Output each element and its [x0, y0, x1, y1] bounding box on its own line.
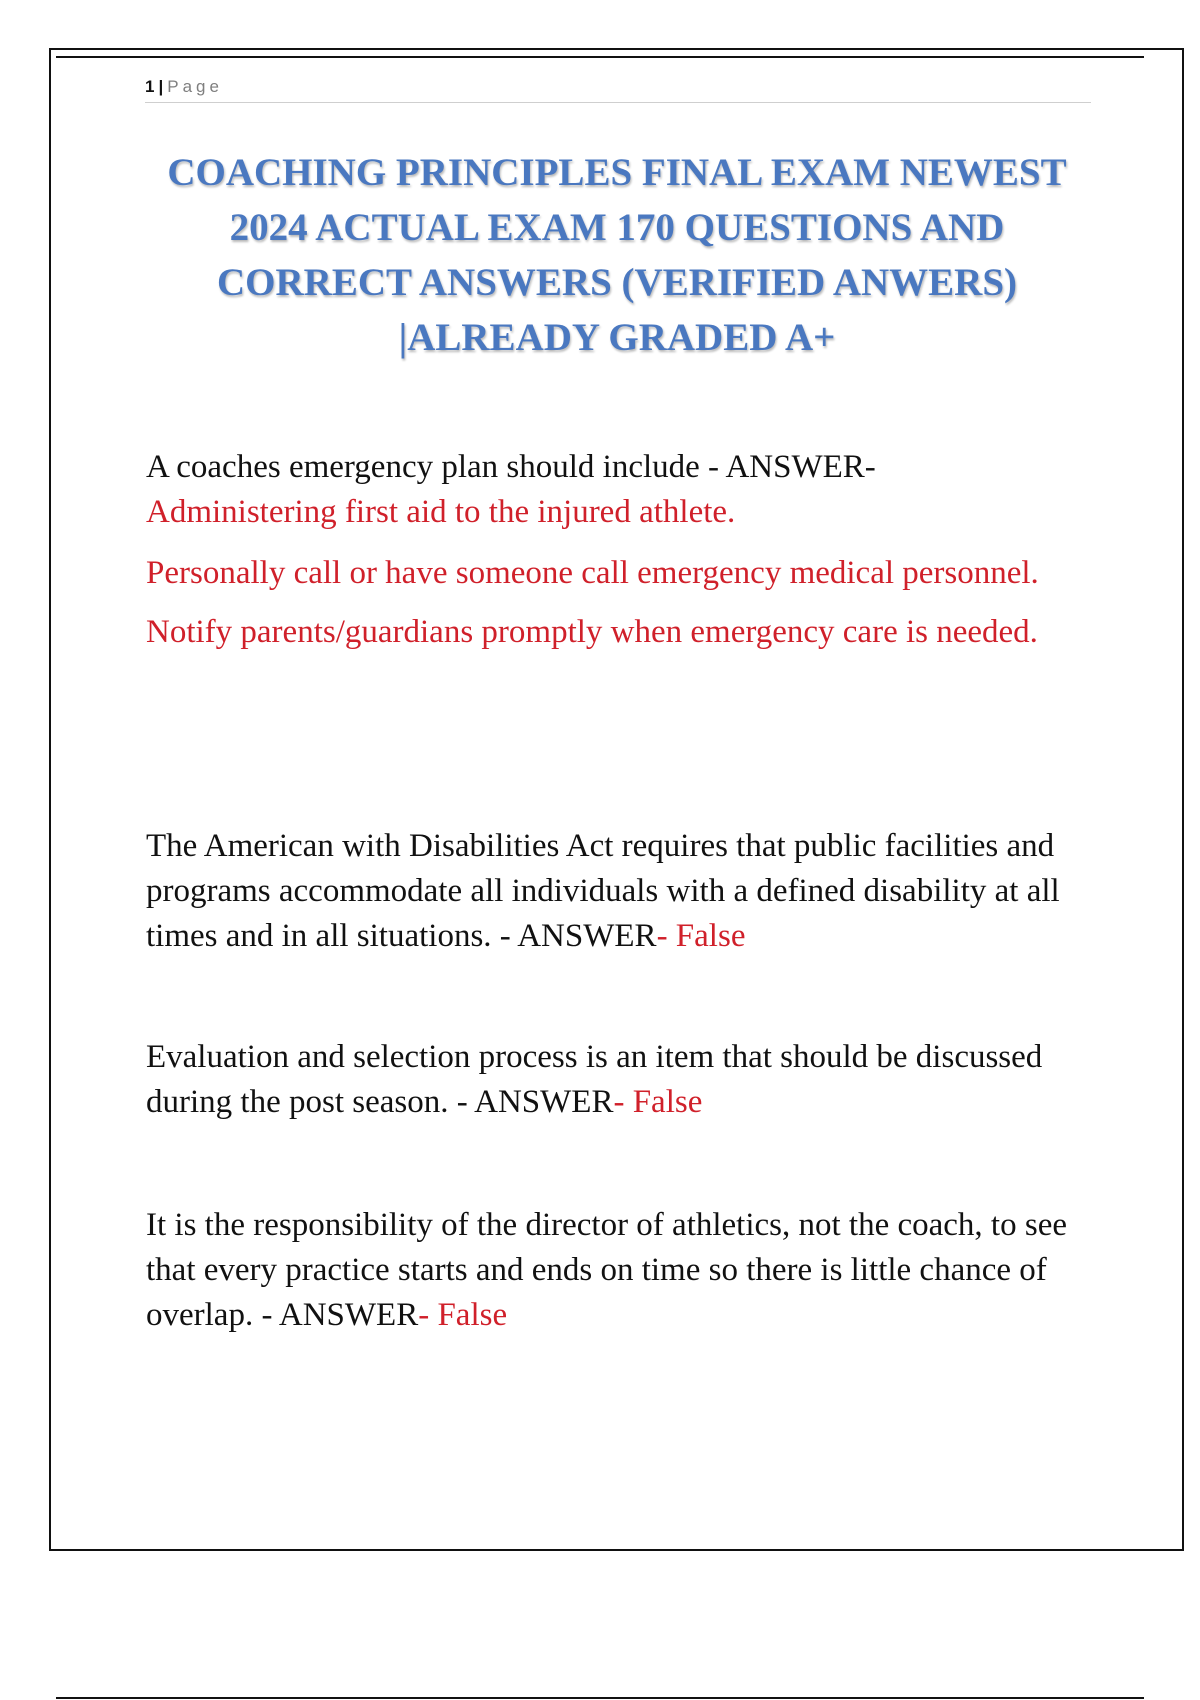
question-1-answer-3: Notify parents/guardians promptly when emergency care is needed. — [146, 614, 1038, 650]
page-separator: | — [158, 77, 164, 96]
title-line-2: 2024 ACTUAL EXAM 170 QUESTIONS AND — [229, 206, 1005, 249]
question-3-answer: - False — [613, 1084, 703, 1120]
question-2-answer: - False — [656, 918, 746, 954]
page-number: 1 — [145, 77, 155, 96]
page-label: Page — [167, 77, 223, 96]
question-4 — [146, 1203, 1106, 1338]
question-2-text: The American with Disabilities Act requires that public facilities and programs accommodate all individuals with a defined disability at all times and in all situations. - ANSWER — [146, 828, 1060, 954]
question-3-text: Evaluation and selection process is an item that should be discussed during the post season. - ANSWER — [146, 1039, 1043, 1120]
question-1-answer-2: Personally call or have someone call emergency medical personnel. — [146, 555, 1039, 591]
question-2 — [146, 824, 1106, 959]
document-title — [120, 145, 1114, 365]
question-4-answer: - False — [418, 1297, 508, 1333]
question-1-text: A coaches emergency plan should include - ANSWER- — [146, 449, 876, 485]
page-header — [145, 74, 1091, 103]
question-4-text: It is the responsibility of the director of athletics, not the coach, to see that every practice starts and ends on time so there is little chance of overlap. - ANSWER — [146, 1207, 1067, 1333]
question-1 — [146, 445, 1106, 655]
title-line-3: CORRECT ANSWERS (VERIFIED ANWERS) — [216, 261, 1017, 304]
question-1-answer-1: Administering first aid to the injured athlete. — [146, 494, 736, 530]
title-line-1: COACHING PRINCIPLES FINAL EXAM NEWEST — [167, 151, 1067, 194]
bottom-rule — [56, 1697, 1144, 1699]
question-3 — [146, 1035, 1106, 1125]
title-line-4: |ALREADY GRADED A+ — [398, 316, 836, 359]
